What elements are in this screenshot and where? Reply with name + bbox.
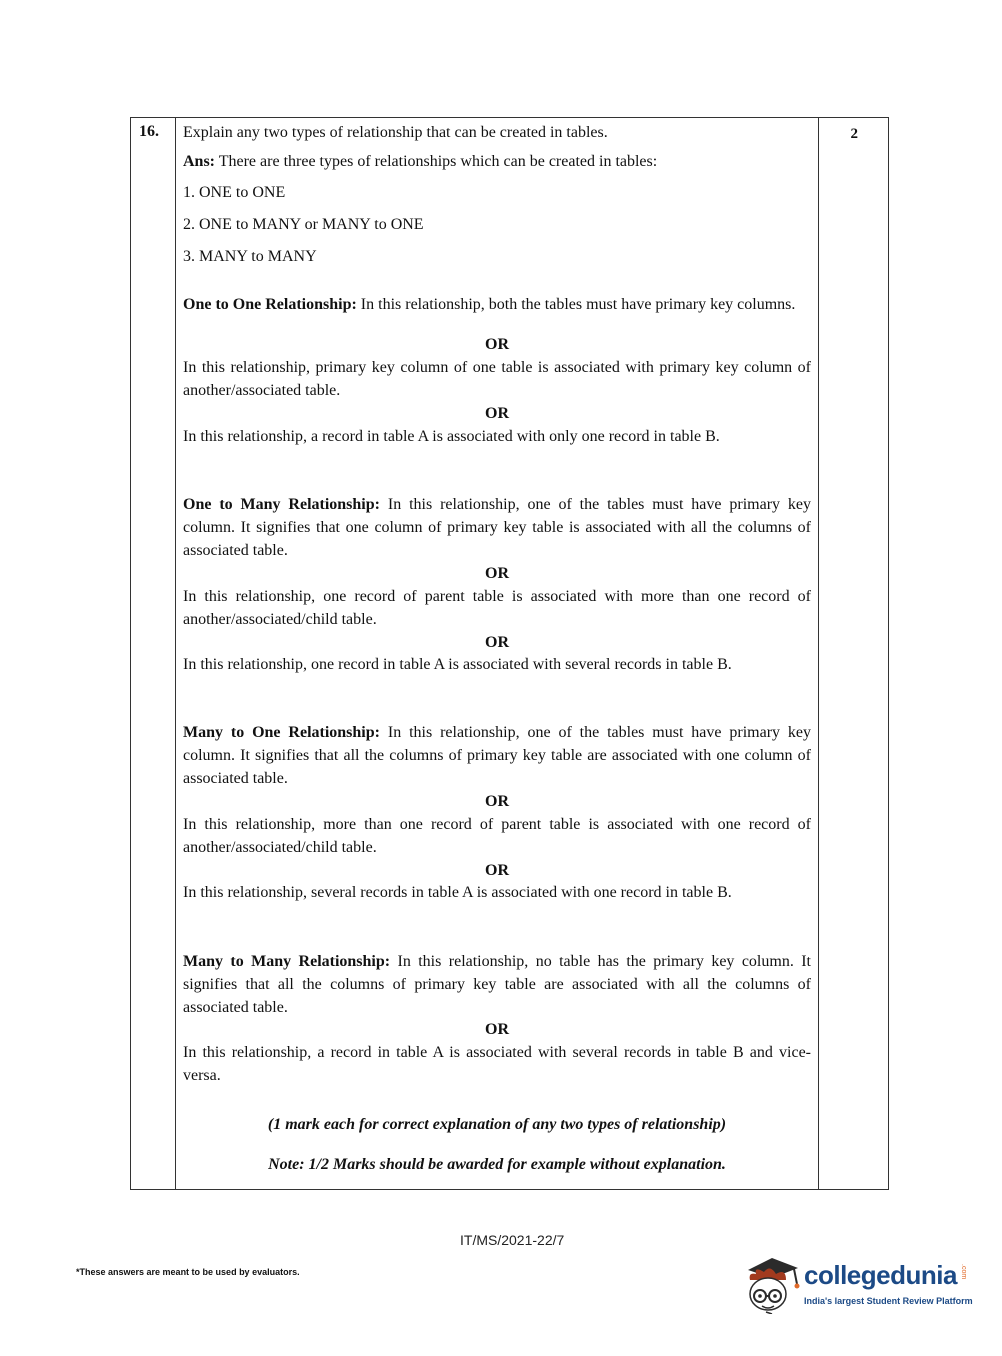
or-label: OR xyxy=(485,565,509,582)
definition-text: In this relationship, both the tables must have primary key columns. xyxy=(356,296,796,313)
or-label: OR xyxy=(485,793,509,810)
one-to-one-alt2: In this relationship, a record in table A is associated with only one record in table B. xyxy=(183,428,720,445)
many-to-one-alt1: In this relationship, more than one record of parent table is associated with one record of another/associated/child table. xyxy=(183,816,811,856)
definition-text: In this relationship, one of the tables must have primary key column. It signifies that one column of primary key table is associated with all the columns of associated table. xyxy=(183,496,811,559)
marking-note: (1 mark each for correct explanation of any two types of relationship) xyxy=(267,1116,727,1133)
list-item: 3. MANY to MANY xyxy=(183,248,317,265)
many-to-one-alt2: In this relationship, several records in table A is associated with one record in table B. xyxy=(183,884,732,901)
question-text: Explain any two types of relationship that can be created in tables. xyxy=(183,124,608,141)
one-to-one-definition xyxy=(183,293,811,316)
marks-value: 2 xyxy=(850,126,858,142)
logo-tagline: India's largest Student Review Platform xyxy=(804,1296,973,1306)
list-item: 1. ONE to ONE xyxy=(183,184,286,201)
logo-suffix: .com xyxy=(960,1264,967,1280)
one-to-many-definition xyxy=(183,493,811,562)
section-heading: One to Many Relationship: xyxy=(183,496,380,513)
section-heading: Many to Many Relationship: xyxy=(183,953,391,970)
page-code: IT/MS/2021-22/7 xyxy=(460,1232,565,1248)
section-heading: Many to One Relationship: xyxy=(183,724,380,741)
section-heading: One to One Relationship: xyxy=(183,296,357,313)
list-item: 2. ONE to MANY or MANY to ONE xyxy=(183,216,424,233)
or-label: OR xyxy=(485,634,509,651)
or-label: OR xyxy=(485,405,509,422)
column-divider xyxy=(175,118,176,1189)
one-to-many-alt2: In this relationship, one record in table A is associated with several records in table B. xyxy=(183,656,732,673)
one-to-many-alt1: In this relationship, one record of parent table is associated with more than one record of another/associated/child table. xyxy=(183,588,811,628)
many-to-many-alt1: In this relationship, a record in table A is associated with several records in table B and vice-versa. xyxy=(183,1044,811,1084)
answer-label: Ans: xyxy=(183,153,216,170)
mascot-icon xyxy=(742,1250,804,1314)
or-label: OR xyxy=(485,862,509,879)
evaluator-disclaimer: *These answers are meant to be used by evaluators. xyxy=(76,1267,300,1277)
collegedunia-logo xyxy=(742,1250,972,1314)
definition-text: In this relationship, one of the tables must have primary key column. It signifies that all the columns of primary key table are associated with one column of associated table. xyxy=(183,724,811,787)
answer-intro xyxy=(183,150,811,173)
question-number: 16. xyxy=(139,123,159,140)
answer-table xyxy=(130,117,889,1190)
answer-intro-text: There are three types of relationships which can be created in tables: xyxy=(215,153,658,170)
many-to-one-definition xyxy=(183,721,811,790)
definition-text: In this relationship, no table has the primary key column. It signifies that all the columns of primary key table are associated with all the columns of associated table. xyxy=(183,953,811,1016)
or-label: OR xyxy=(485,336,509,353)
many-to-many-definition xyxy=(183,950,811,1019)
logo-name: collegedunia xyxy=(804,1260,957,1290)
example-note: Note: 1/2 Marks should be awarded for example without explanation. xyxy=(268,1156,726,1173)
one-to-one-alt1: In this relationship, primary key column of one table is associated with primary key column of another/associated table. xyxy=(183,359,811,399)
or-label: OR xyxy=(485,1021,509,1038)
column-divider xyxy=(818,118,819,1189)
